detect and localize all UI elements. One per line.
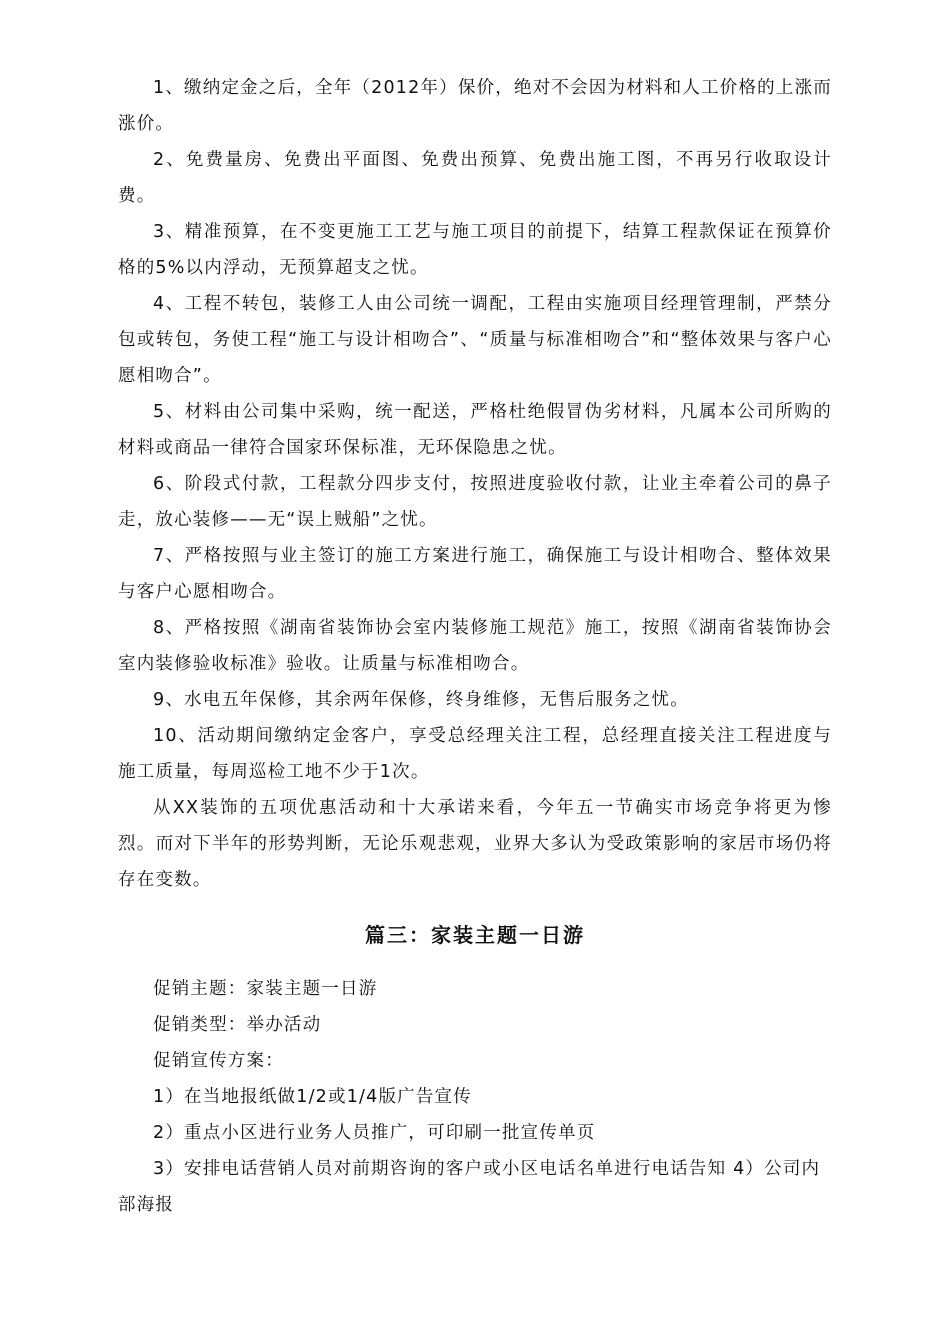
- section-title: 篇三：家装主题一日游: [365, 923, 585, 947]
- commitment-10: 10、活动期间缴纳定金客户，享受总经理关注工程，总经理直接关注工程进度与施工质量，每周巡检工地不少于1次。: [118, 726, 832, 782]
- promo-plan-label: 促销宣传方案：: [153, 1051, 284, 1071]
- commitment-7: 7、严格按照与业主签订的施工方案进行施工，确保施工与设计相吻合、整体效果与客户心愿相吻合。: [118, 546, 832, 602]
- promo-item-1: 1）在当地报纸做1/2或1/4版广告宣传: [153, 1087, 472, 1107]
- promo-item-2: 2）重点小区进行业务人员推广，可印刷一批宣传单页: [153, 1123, 596, 1143]
- commitment-9: 9、水电五年保修，其余两年保修，终身维修，无售后服务之忧。: [153, 690, 689, 710]
- commitment-8: 8、严格按照《湖南省装饰协会室内装修施工规范》施工，按照《湖南省装饰协会室内装修验收标准》验收。让质量与标准相吻合。: [118, 618, 832, 674]
- promo-theme: 促销主题：家装主题一日游: [153, 979, 378, 999]
- commitment-6: 6、阶段式付款，工程款分四步支付，按照进度验收付款，让业主牵着公司的鼻子走，放心装修——无“误上贼船”之忧。: [118, 474, 832, 530]
- commitment-5: 5、材料由公司集中采购，统一配送，严格杜绝假冒伪劣材料，凡属本公司所购的材料或商品一律符合国家环保标准，无环保隐患之忧。: [118, 402, 832, 458]
- commitment-1: 1、缴纳定金之后，全年（2012年）保价，绝对不会因为材料和人工价格的上涨而涨价。: [118, 78, 832, 134]
- commitment-4: 4、工程不转包，装修工人由公司统一调配，工程由实施项目经理管理制，严禁分包或转包，务使工程“施工与设计相吻合”、“质量与标准相吻合”和“整体效果与客户心愿相吻合”。: [118, 294, 832, 386]
- document-page: [118, 70, 832, 1223]
- promo-type: 促销类型：举办活动: [153, 1015, 322, 1035]
- commitment-2: 2、免费量房、免费出平面图、免费出预算、免费出施工图，不再另行收取设计费。: [118, 150, 832, 206]
- commitment-3: 3、精准预算，在不变更施工工艺与施工项目的前提下，结算工程款保证在预算价格的5%以内浮动，无预算超支之忧。: [118, 222, 832, 278]
- promo-item-3: 3）安排电话营销人员对前期咨询的客户或小区电话名单进行电话告知 4）公司内部海报: [118, 1159, 821, 1215]
- summary-paragraph: 从XX装饰的五项优惠活动和十大承诺来看，今年五一节确实市场竞争将更为惨烈。而对下半年的形势判断，无论乐观悲观，业界大多认为受政策影响的家居市场仍将存在变数。: [118, 798, 832, 890]
